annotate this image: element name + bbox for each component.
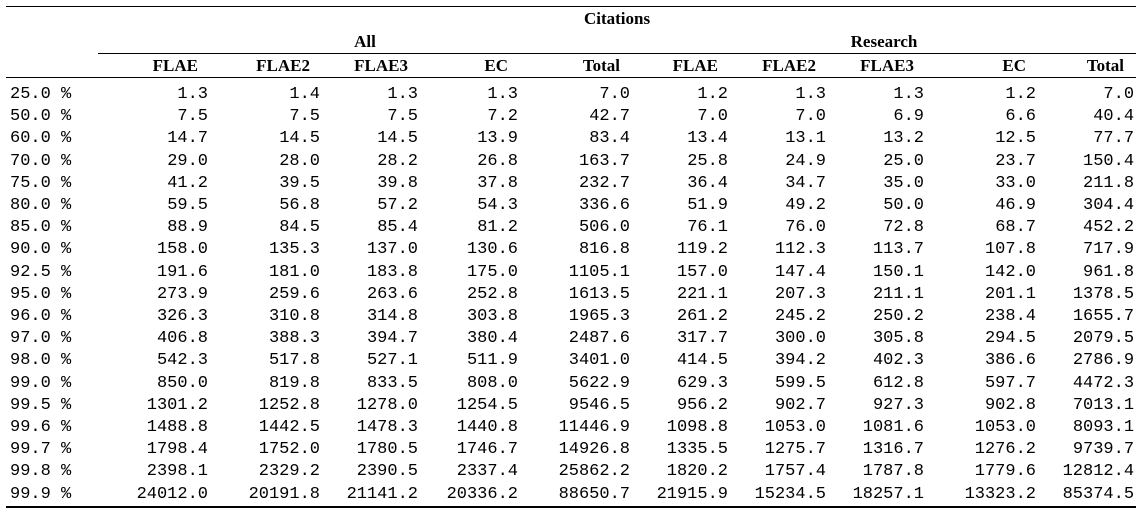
percentile-label: 99.7 % bbox=[10, 440, 72, 460]
percentile-label: 85.0 % bbox=[10, 218, 72, 238]
percentile-label: 99.9 % bbox=[6, 484, 98, 507]
table-cell: 2390.5 bbox=[356, 462, 418, 482]
table-cell: 9546.5 bbox=[568, 395, 630, 415]
table-cell: 597.7 bbox=[984, 373, 1036, 393]
table-cell: 23.7 bbox=[995, 151, 1036, 171]
table-cell: 88.9 bbox=[167, 218, 208, 238]
table-cell: 201.1 bbox=[984, 284, 1036, 304]
table-cell: 13.4 bbox=[687, 129, 728, 149]
column-header: FLAE bbox=[632, 54, 730, 78]
table-cell: 34.7 bbox=[785, 173, 826, 193]
table-cell: 7.2 bbox=[487, 107, 518, 127]
table-cell: 25.0 bbox=[883, 151, 924, 171]
table-cell: 59.5 bbox=[167, 196, 208, 216]
table-cell: 29.0 bbox=[167, 151, 208, 171]
table-cell: 1.3 bbox=[387, 85, 418, 104]
table-cell: 37.8 bbox=[477, 173, 518, 193]
table-cell: 927.3 bbox=[872, 395, 924, 415]
percentile-label: 98.0 % bbox=[10, 351, 72, 371]
table-cell: 1053.0 bbox=[764, 418, 826, 438]
percentile-label: 75.0 % bbox=[10, 173, 72, 193]
table-cell: 956.2 bbox=[676, 395, 728, 415]
table-cell: 238.4 bbox=[984, 307, 1036, 327]
table-cell: 40.4 bbox=[1093, 107, 1135, 127]
table-row bbox=[6, 262, 1136, 284]
table-cell: 1613.5 bbox=[568, 284, 630, 304]
table-cell: 25.8 bbox=[687, 151, 728, 171]
table-cell: 1488.8 bbox=[146, 418, 208, 438]
table-cell: 3401.0 bbox=[568, 351, 630, 371]
table-cell: 42.7 bbox=[589, 107, 630, 127]
table-cell: 28.2 bbox=[377, 151, 418, 171]
table-cell: 33.0 bbox=[995, 173, 1036, 193]
table-cell: 1098.8 bbox=[666, 418, 728, 438]
table-row bbox=[6, 217, 1136, 239]
table-cell: 7.5 bbox=[289, 107, 320, 127]
table-cell: 13323.2 bbox=[926, 484, 1038, 507]
table-row bbox=[6, 195, 1136, 217]
table-row bbox=[6, 173, 1136, 195]
table-cell: 406.8 bbox=[156, 329, 208, 349]
table-cell: 24.9 bbox=[785, 151, 826, 171]
table-cell: 1081.6 bbox=[862, 418, 924, 438]
table-cell: 1752.0 bbox=[258, 440, 320, 460]
table-cell: 902.8 bbox=[984, 395, 1036, 415]
citations-table-container bbox=[6, 6, 1136, 508]
table-cell: 76.1 bbox=[687, 218, 728, 238]
table-cell: 54.3 bbox=[477, 196, 518, 216]
table-cell: 157.0 bbox=[676, 262, 728, 282]
table-cell: 1278.0 bbox=[356, 395, 418, 415]
table-cell: 7013.1 bbox=[1072, 395, 1135, 415]
table-cell: 629.3 bbox=[676, 373, 728, 393]
table-cell: 452.2 bbox=[1083, 218, 1135, 238]
column-header: FLAE2 bbox=[210, 54, 322, 78]
table-cell: 1478.3 bbox=[356, 418, 418, 438]
percentile-label: 97.0 % bbox=[10, 329, 72, 349]
table-cell: 36.4 bbox=[687, 173, 728, 193]
table-cell: 24012.0 bbox=[98, 484, 210, 507]
table-cell: 1779.6 bbox=[974, 462, 1036, 482]
table-cell: 158.0 bbox=[156, 240, 208, 260]
table-header bbox=[6, 7, 1136, 78]
table-cell: 5622.9 bbox=[568, 373, 630, 393]
table-cell: 18257.1 bbox=[828, 484, 926, 507]
table-row bbox=[6, 350, 1136, 372]
table-cell: 39.5 bbox=[279, 173, 320, 193]
percentile-label: 99.0 % bbox=[10, 373, 72, 393]
percentile-label: 50.0 % bbox=[10, 107, 72, 127]
table-cell: 388.3 bbox=[268, 329, 320, 349]
percentile-label: 99.6 % bbox=[10, 418, 72, 438]
table-cell: 304.4 bbox=[1083, 196, 1135, 216]
table-cell: 511.9 bbox=[466, 351, 518, 371]
table-cell: 1378.5 bbox=[1072, 284, 1135, 304]
table-cell: 84.5 bbox=[279, 218, 320, 238]
table-cell: 1440.8 bbox=[456, 418, 518, 438]
table-cell: 394.7 bbox=[366, 329, 418, 349]
table-cell: 612.8 bbox=[872, 373, 924, 393]
table-row bbox=[6, 284, 1136, 306]
table-cell: 2398.1 bbox=[146, 462, 208, 482]
table-cell: 107.8 bbox=[984, 240, 1036, 260]
table-cell: 1275.7 bbox=[764, 440, 826, 460]
table-cell: 13.9 bbox=[477, 129, 518, 149]
table-cell: 68.7 bbox=[995, 218, 1036, 238]
table-cell: 88650.7 bbox=[520, 484, 632, 507]
table-cell: 273.9 bbox=[156, 284, 208, 304]
table-cell: 305.8 bbox=[872, 329, 924, 349]
percentile-label: 60.0 % bbox=[10, 129, 72, 149]
table-cell: 57.2 bbox=[377, 196, 418, 216]
table-cell: 6.6 bbox=[1005, 107, 1036, 127]
table-cell: 207.3 bbox=[774, 284, 826, 304]
table-row bbox=[6, 484, 1136, 507]
group-row bbox=[6, 30, 1136, 54]
table-cell: 1105.1 bbox=[568, 262, 630, 282]
table-cell: 294.5 bbox=[984, 329, 1036, 349]
table-cell: 1335.5 bbox=[666, 440, 728, 460]
table-cell: 1252.8 bbox=[258, 395, 320, 415]
table-row bbox=[6, 239, 1136, 261]
table-cell: 7.5 bbox=[177, 107, 208, 127]
table-cell: 147.4 bbox=[774, 262, 826, 282]
table-cell: 1.3 bbox=[893, 85, 924, 104]
table-cell: 833.5 bbox=[366, 373, 418, 393]
table-cell: 1746.7 bbox=[456, 440, 518, 460]
column-header: EC bbox=[926, 54, 1038, 78]
table-cell: 850.0 bbox=[156, 373, 208, 393]
table-cell: 819.8 bbox=[268, 373, 320, 393]
table-row bbox=[6, 395, 1136, 417]
table-cell: 245.2 bbox=[774, 307, 826, 327]
table-cell: 1316.7 bbox=[862, 440, 924, 460]
table-cell: 20191.8 bbox=[210, 484, 322, 507]
table-cell: 112.3 bbox=[774, 240, 826, 260]
table-cell: 394.2 bbox=[774, 351, 826, 371]
table-cell: 4472.3 bbox=[1072, 373, 1135, 393]
table-cell: 336.6 bbox=[578, 196, 630, 216]
table-cell: 1.3 bbox=[177, 85, 208, 104]
table-cell: 1757.4 bbox=[764, 462, 826, 482]
table-cell: 83.4 bbox=[589, 129, 630, 149]
table-cell: 13.2 bbox=[883, 129, 924, 149]
table-cell: 380.4 bbox=[466, 329, 518, 349]
table-cell: 150.1 bbox=[872, 262, 924, 282]
table-cell: 135.3 bbox=[268, 240, 320, 260]
percentile-label: 99.5 % bbox=[10, 395, 72, 415]
table-cell: 263.6 bbox=[366, 284, 418, 304]
table-cell: 211.8 bbox=[1083, 173, 1135, 193]
table-row bbox=[6, 461, 1136, 483]
table-row bbox=[6, 78, 1136, 107]
table-cell: 402.3 bbox=[872, 351, 924, 371]
percentile-label: 99.8 % bbox=[10, 462, 72, 482]
table-cell: 1.2 bbox=[1005, 85, 1036, 104]
table-row bbox=[6, 439, 1136, 461]
table-cell: 1.2 bbox=[697, 85, 728, 104]
table-row bbox=[6, 328, 1136, 350]
table-cell: 1442.5 bbox=[258, 418, 320, 438]
table-cell: 527.1 bbox=[366, 351, 418, 371]
group-research: Research bbox=[632, 30, 1136, 54]
table-cell: 1276.2 bbox=[974, 440, 1036, 460]
table-cell: 85.4 bbox=[377, 218, 418, 238]
percentile-label: 95.0 % bbox=[10, 284, 72, 304]
table-cell: 1780.5 bbox=[356, 440, 418, 460]
table-cell: 56.8 bbox=[279, 196, 320, 216]
percentile-label: 92.5 % bbox=[10, 262, 72, 282]
table-cell: 2079.5 bbox=[1072, 329, 1135, 349]
column-header: FLAE3 bbox=[828, 54, 926, 78]
table-row bbox=[6, 128, 1136, 150]
table-cell: 163.7 bbox=[578, 151, 630, 171]
citations-table bbox=[6, 6, 1136, 508]
table-cell: 300.0 bbox=[774, 329, 826, 349]
column-header: Total bbox=[1038, 54, 1136, 78]
table-cell: 326.3 bbox=[156, 307, 208, 327]
table-cell: 7.0 bbox=[795, 107, 826, 127]
title-row bbox=[6, 7, 1136, 31]
table-cell: 14926.8 bbox=[558, 440, 630, 460]
table-cell: 119.2 bbox=[676, 240, 728, 260]
table-cell: 317.7 bbox=[676, 329, 728, 349]
table-row bbox=[6, 373, 1136, 395]
table-cell: 310.8 bbox=[268, 307, 320, 327]
table-cell: 28.0 bbox=[279, 151, 320, 171]
table-cell: 303.8 bbox=[466, 307, 518, 327]
table-cell: 221.1 bbox=[676, 284, 728, 304]
table-cell: 49.2 bbox=[785, 196, 826, 216]
table-cell: 1655.7 bbox=[1072, 307, 1135, 327]
table-cell: 1.3 bbox=[487, 85, 518, 104]
table-cell: 1820.2 bbox=[666, 462, 728, 482]
table-cell: 14.5 bbox=[279, 129, 320, 149]
table-cell: 25862.2 bbox=[558, 462, 630, 482]
table-cell: 816.8 bbox=[578, 240, 630, 260]
table-cell: 517.8 bbox=[268, 351, 320, 371]
table-cell: 39.8 bbox=[377, 173, 418, 193]
table-cell: 191.6 bbox=[156, 262, 208, 282]
table-cell: 259.6 bbox=[268, 284, 320, 304]
table-cell: 41.2 bbox=[167, 173, 208, 193]
percentile-label: 96.0 % bbox=[10, 307, 72, 327]
column-header-row bbox=[6, 54, 1136, 78]
table-cell: 9739.7 bbox=[1072, 440, 1135, 460]
table-row bbox=[6, 417, 1136, 439]
table-cell: 26.8 bbox=[477, 151, 518, 171]
percentile-label: 80.0 % bbox=[10, 196, 72, 216]
table-cell: 76.0 bbox=[785, 218, 826, 238]
table-cell: 414.5 bbox=[676, 351, 728, 371]
table-cell: 72.8 bbox=[883, 218, 924, 238]
table-cell: 2337.4 bbox=[456, 462, 518, 482]
table-cell: 35.0 bbox=[883, 173, 924, 193]
table-cell: 250.2 bbox=[872, 307, 924, 327]
table-cell: 2487.6 bbox=[568, 329, 630, 349]
table-cell: 137.0 bbox=[366, 240, 418, 260]
table-cell: 6.9 bbox=[893, 107, 924, 127]
table-cell: 2786.9 bbox=[1072, 351, 1135, 371]
table-cell: 1053.0 bbox=[974, 418, 1036, 438]
table-cell: 542.3 bbox=[156, 351, 208, 371]
table-cell: 14.5 bbox=[377, 129, 418, 149]
table-cell: 14.7 bbox=[167, 129, 208, 149]
table-cell: 1798.4 bbox=[146, 440, 208, 460]
table-cell: 11446.9 bbox=[558, 418, 630, 438]
percentile-label: 25.0 % bbox=[10, 85, 72, 104]
table-cell: 81.2 bbox=[477, 218, 518, 238]
column-header: EC bbox=[420, 54, 520, 78]
column-header: FLAE bbox=[98, 54, 210, 78]
table-cell: 142.0 bbox=[984, 262, 1036, 282]
group-all: All bbox=[98, 30, 632, 54]
table-cell: 717.9 bbox=[1083, 240, 1135, 260]
table-cell: 12.5 bbox=[995, 129, 1036, 149]
table-cell: 902.7 bbox=[774, 395, 826, 415]
table-cell: 1965.3 bbox=[568, 307, 630, 327]
table-cell: 183.8 bbox=[366, 262, 418, 282]
table-cell: 181.0 bbox=[268, 262, 320, 282]
table-title: Citations bbox=[98, 7, 1136, 31]
table-cell: 506.0 bbox=[578, 218, 630, 238]
table-cell: 314.8 bbox=[366, 307, 418, 327]
table-cell: 261.2 bbox=[676, 307, 728, 327]
table-cell: 808.0 bbox=[466, 373, 518, 393]
table-row bbox=[6, 151, 1136, 173]
table-cell: 8093.1 bbox=[1072, 418, 1135, 438]
table-cell: 7.0 bbox=[697, 107, 728, 127]
table-cell: 51.9 bbox=[687, 196, 728, 216]
table-cell: 12812.4 bbox=[1062, 462, 1135, 482]
table-cell: 7.0 bbox=[599, 85, 630, 104]
table-cell: 21141.2 bbox=[322, 484, 420, 507]
column-header: FLAE3 bbox=[322, 54, 420, 78]
table-cell: 130.6 bbox=[466, 240, 518, 260]
column-header bbox=[6, 54, 98, 78]
table-cell: 77.7 bbox=[1093, 129, 1135, 149]
table-cell: 232.7 bbox=[578, 173, 630, 193]
table-cell: 1.4 bbox=[289, 85, 320, 104]
percentile-label: 70.0 % bbox=[10, 151, 72, 171]
table-cell: 211.1 bbox=[872, 284, 924, 304]
table-cell: 386.6 bbox=[984, 351, 1036, 371]
table-cell: 1.3 bbox=[795, 85, 826, 104]
table-cell: 113.7 bbox=[872, 240, 924, 260]
table-cell: 7.0 bbox=[1103, 85, 1135, 104]
table-cell: 20336.2 bbox=[420, 484, 520, 507]
table-cell: 599.5 bbox=[774, 373, 826, 393]
table-cell: 50.0 bbox=[883, 196, 924, 216]
table-cell: 1787.8 bbox=[862, 462, 924, 482]
table-cell: 85374.5 bbox=[1038, 484, 1136, 507]
table-cell: 13.1 bbox=[785, 129, 826, 149]
column-header: FLAE2 bbox=[730, 54, 828, 78]
table-cell: 2329.2 bbox=[258, 462, 320, 482]
table-cell: 21915.9 bbox=[632, 484, 730, 507]
table-cell: 175.0 bbox=[466, 262, 518, 282]
table-row bbox=[6, 306, 1136, 328]
table-cell: 961.8 bbox=[1083, 262, 1135, 282]
percentile-label: 90.0 % bbox=[10, 240, 72, 260]
table-cell: 7.5 bbox=[387, 107, 418, 127]
table-cell: 1254.5 bbox=[456, 395, 518, 415]
table-cell: 46.9 bbox=[995, 196, 1036, 216]
table-cell: 1301.2 bbox=[146, 395, 208, 415]
table-body bbox=[6, 78, 1136, 507]
table-row bbox=[6, 106, 1136, 128]
table-cell: 252.8 bbox=[466, 284, 518, 304]
table-cell: 150.4 bbox=[1083, 151, 1135, 171]
column-header: Total bbox=[520, 54, 632, 78]
table-cell: 15234.5 bbox=[730, 484, 828, 507]
